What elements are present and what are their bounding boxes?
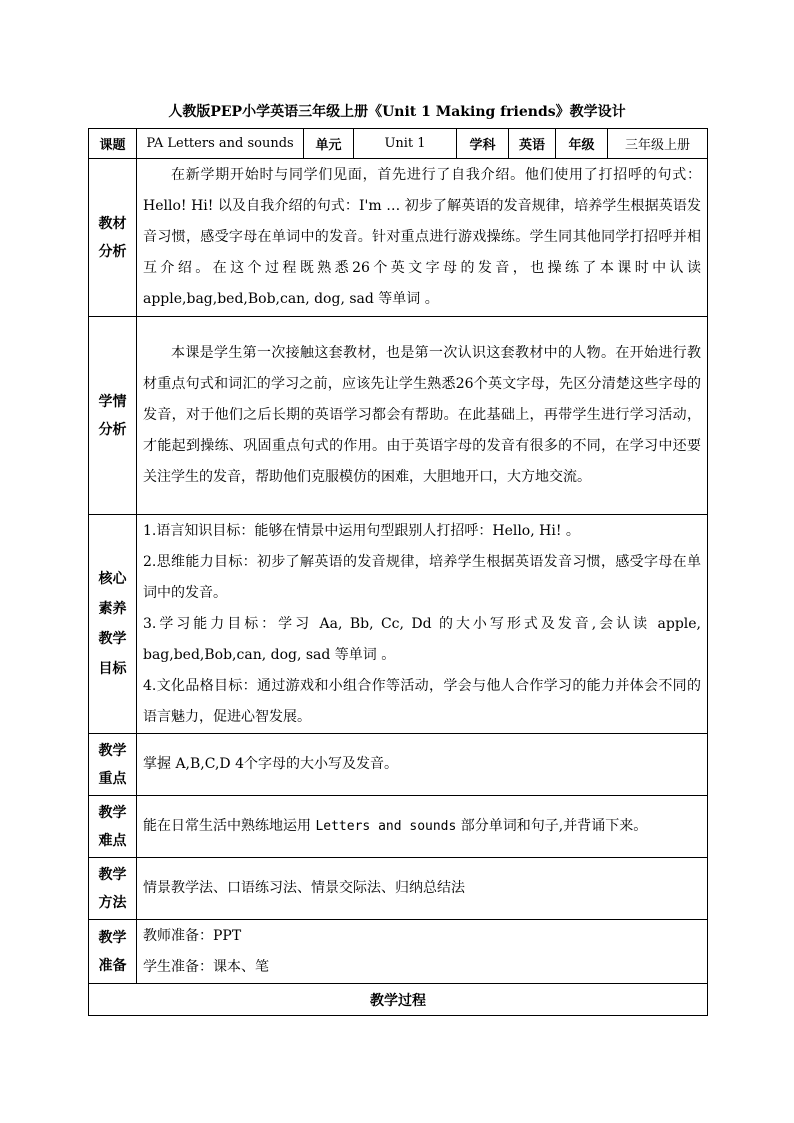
preparation-content [137,920,708,984]
topic-value: PA Letters and sounds [137,129,304,159]
preparation-label: 教学 准备 [89,920,137,984]
document-title: 人教版PEP小学英语三年级上册《Unit 1 Making friends》教学设计 [168,104,626,120]
preparation-row [89,920,708,984]
teacher-preparation: 教师准备：PPT [143,927,242,944]
student-analysis-content: 本课是学生第一次接触这套教材，也是第一次认识这套教材中的人物。在开始进行教材重点句式和词汇的学习之前，应该先让学生熟悉26个英文字母，先区分清楚这些字母的发音，对于他们之后长期的英语学习都会有帮助。在此基础上，再带学生进行学习活动，才能起到操练、巩固重点句式的作用。由于英语字母的发音有很多的不同，在学习中还要关注学生的发音，帮助他们克服模仿的困难，大胆地开口，大方地交流。 [137,317,708,515]
difficulty-label: 教学 难点 [89,796,137,858]
difficulty-row [89,796,708,858]
core-goals-content [137,515,708,734]
unit-label: 单元 [304,129,354,159]
key-points-content: 掌握 A,B,C,D 4个字母的大小写及发音。 [137,734,708,796]
unit-value: Unit 1 [354,129,457,159]
difficulty-content: 能在日常生活中熟练地运用 Letters and sounds 部分单词和句子,并背诵下来。 [137,796,708,858]
subject-label: 学科 [457,129,509,159]
grade-label: 年级 [556,129,608,159]
goal-item: 3.学习能力目标：学习 Aa, Bb, Cc, Dd 的大小写形式及发音,会认读 apple, bag,bed,Bob,can, dog, sad 等单词 。 [143,615,701,663]
method-content: 情景教学法、口语练习法、情景交际法、归纳总结法 [137,858,708,920]
material-analysis-label: 教材 分析 [89,159,137,317]
material-analysis-row [89,159,708,317]
key-points-label: 教学 重点 [89,734,137,796]
student-analysis-row [89,317,708,515]
subject-value: 英语 [509,129,556,159]
material-analysis-content: 在新学期开始时与同学们见面，首先进行了自我介绍。他们使用了打招呼的句式：Hello! Hi! 以及自我介绍的句式：I'm … 初步了解英语的发音规律，培养学生根据英语发音习惯，感受字母在单词中的发音。针对重点进行游戏操练。学生同其他同学打招呼并相互介绍。在这个过程既熟悉26个英文字母的发音，也操练了本课时中认读 apple,bag,bed,Bob,can, dog, sad 等单词 。 [137,159,708,317]
student-preparation: 学生准备：课本、笔 [143,958,269,975]
lesson-plan-table [88,128,708,1016]
method-label: 教学 方法 [89,858,137,920]
goal-item: 4.文化品格目标：通过游戏和小组合作等活动，学会与他人合作学习的能力并体会不同的语言魅力，促进心智发展。 [143,677,701,725]
grade-value: 三年级上册 [608,129,708,159]
goal-item: 2.思维能力目标：初步了解英语的发音规律，培养学生根据英语发音习惯，感受字母在单词中的发音。 [143,553,701,601]
topic-label: 课题 [89,129,137,159]
goal-item: 1.语言知识目标：能够在情景中运用句型跟别人打招呼：Hello, Hi! 。 [143,522,580,539]
core-goals-label: 核心 素养 教学 目标 [89,515,137,734]
key-points-row [89,734,708,796]
method-row [89,858,708,920]
header-row [89,129,708,159]
teaching-process-heading: 教学过程 [89,984,708,1016]
student-analysis-label: 学情 分析 [89,317,137,515]
process-row [89,984,708,1016]
core-goals-row [89,515,708,734]
